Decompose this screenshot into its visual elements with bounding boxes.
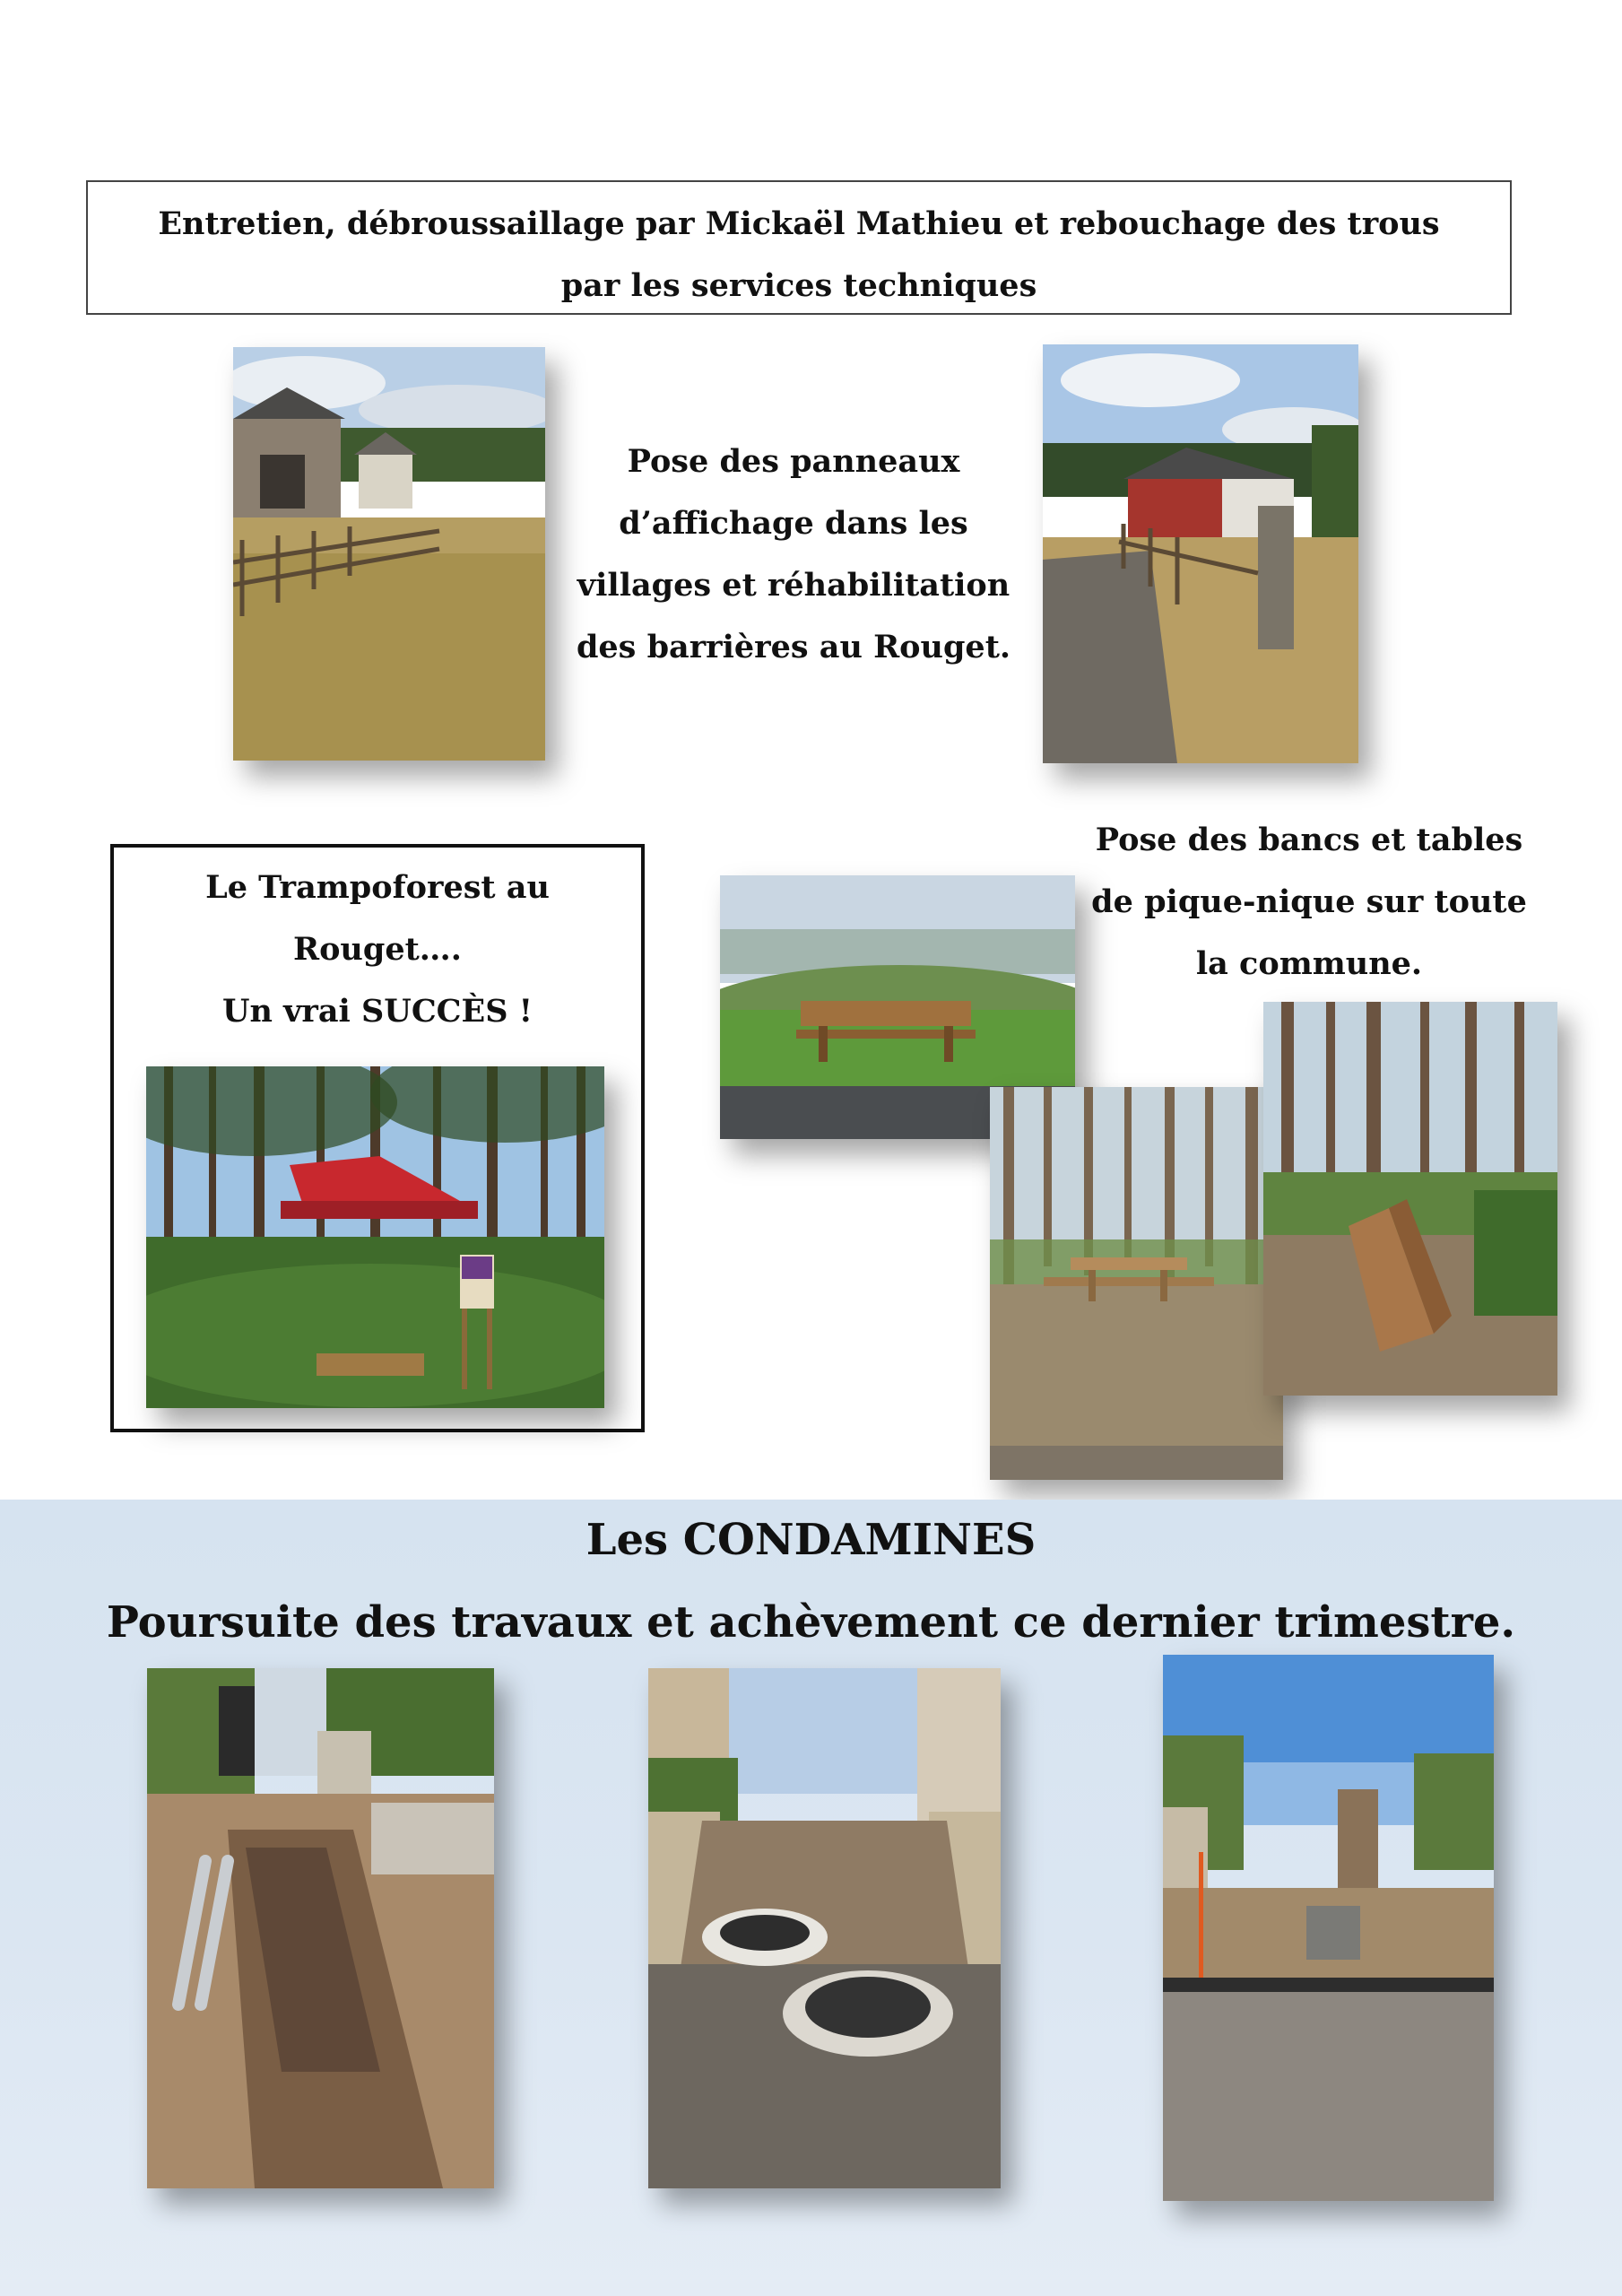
condamines-subtitle: Poursuite des travaux et achèvement ce dernier trimestre. [106, 1597, 1516, 1648]
bancs-line-3: la commune. [1195, 945, 1423, 982]
bancs-caption [1085, 809, 1533, 995]
trampoforest-line-2: Rouget…. [293, 931, 462, 968]
photo-red-building [1043, 344, 1358, 763]
photo-trench-pipes [147, 1668, 494, 2188]
photo-trampoforest [146, 1066, 604, 1408]
photo-picnic-table [990, 1087, 1283, 1480]
panneaux-line-2: d’affichage dans les [619, 505, 968, 542]
trampoforest-caption [114, 857, 641, 1042]
panneaux-line-4: des barrières au Rouget. [576, 629, 1011, 665]
photo-village-fence [233, 347, 545, 761]
photo-bench-forest [1263, 1002, 1557, 1396]
bancs-line-1: Pose des bancs et tables [1095, 822, 1523, 858]
trampoforest-line-3: Un vrai SUCCÈS ! [221, 993, 533, 1030]
panneaux-line-1: Pose des panneaux [627, 443, 960, 480]
bancs-line-2: de pique-nique sur toute [1091, 883, 1527, 920]
condamines-title: Les CONDAMINES [585, 1515, 1037, 1565]
top-caption-box [86, 180, 1512, 315]
panneaux-caption [574, 430, 1013, 678]
photo-manholes [648, 1668, 1001, 2188]
trampoforest-line-1: Le Trampoforest au [205, 869, 550, 906]
panneaux-line-3: villages et réhabilitation [577, 567, 1010, 604]
photo-gravel-site [1163, 1655, 1494, 2201]
top-caption-text: Entretien, débroussaillage par Mickaël Mathieu et rebouchage des trous par les services techniques [158, 205, 1440, 304]
